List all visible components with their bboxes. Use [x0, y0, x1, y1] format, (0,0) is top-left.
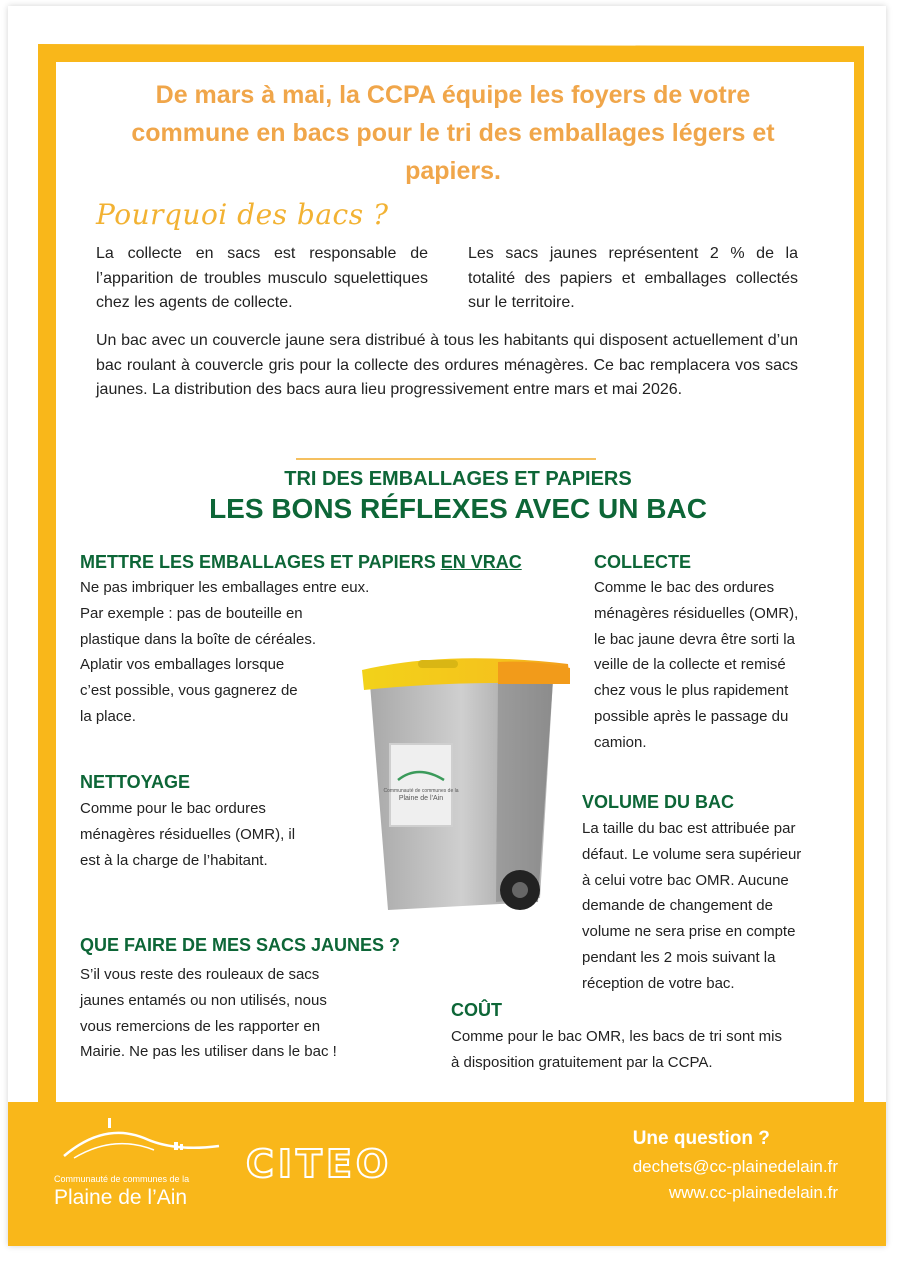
- volume-line: à celui votre bac OMR. Aucune: [582, 871, 789, 889]
- bin-label-text: Plaine de l’Ain: [398, 795, 444, 802]
- volume-body: [582, 816, 801, 997]
- bin-label-small-text: Communauté de communes de la: [383, 788, 459, 794]
- collecte-line: chez vous le plus rapidement: [594, 682, 789, 700]
- headline-line-2: commune en bacs pour le tri des emballages légers et: [131, 119, 775, 147]
- why-main-paragraph: Un bac avec un couvercle jaune sera distribué à tous les habitants qui disposent actuellement d’un bac roulant à couvercle gris pour la collecte des ordures ménagères. Ce bac remplacera vos sacs jaunes. La distribution des bacs aura lieu progressivement entre mars et mai 2026.: [96, 332, 798, 398]
- sacs-line: jaunes entamés ou non utilisés, nous: [80, 991, 327, 1009]
- plaine-de-lain-logo: [54, 1112, 234, 1212]
- vrac-title-underlined: EN VRAC: [440, 552, 522, 572]
- why-right-paragraph: Les sacs jaunes représentent 2 % de la totalité des papiers et emballages collectés sur le territoire.: [468, 245, 798, 311]
- nettoyage-title: NETTOYAGE: [80, 772, 191, 792]
- volume-line: pendant les 2 mois suivant la: [582, 948, 776, 966]
- flyer-page: [8, 6, 886, 1246]
- cout-title: COÛT: [451, 1000, 502, 1020]
- plaine-logo-wave-icon: [54, 1112, 224, 1172]
- collecte-line: le bac jaune devra être sorti la: [594, 630, 795, 648]
- bin-wheel-hub: [512, 882, 528, 898]
- headline-line-3: papiers.: [405, 157, 501, 185]
- headline-line-1: De mars à mai, la CCPA équipe les foyers de votre: [155, 81, 751, 109]
- divider: [296, 458, 596, 460]
- contact-website-link[interactable]: www.cc-plainedelain.fr: [668, 1183, 838, 1202]
- volume-line: réception de votre bac.: [582, 974, 735, 992]
- collecte-line: possible après le passage du: [594, 707, 789, 725]
- vrac-body: [80, 575, 369, 730]
- vrac-line: c’est possible, vous gagnerez de: [80, 682, 298, 700]
- collecte-line: Comme le bac des ordures: [594, 579, 775, 596]
- volume-title: VOLUME DU BAC: [582, 792, 734, 812]
- contact-email-link[interactable]: dechets@cc-plainedelain.fr: [632, 1157, 838, 1176]
- contact-question: Une question ?: [632, 1128, 770, 1149]
- collecte-line: camion.: [594, 733, 647, 751]
- collecte-line: ménagères résiduelles (OMR),: [594, 604, 799, 622]
- nettoyage-line: Comme pour le bac ordures: [80, 800, 266, 817]
- sacs-title: QUE FAIRE DE MES SACS JAUNES ?: [80, 935, 401, 955]
- contact-block: [633, 1124, 838, 1206]
- headline: [78, 76, 828, 190]
- sacs-line: vous remercions de les rapporter en: [80, 1017, 321, 1035]
- collecte-body: [594, 575, 798, 756]
- citeo-logo: CITEO: [246, 1142, 393, 1186]
- sacs-line: S’il vous reste des rouleaux de sacs: [80, 966, 320, 983]
- volume-line: La taille du bac est attribuée par: [582, 820, 796, 837]
- why-left-paragraph: La collecte en sacs est responsable de l’apparition de troubles musculo squelettiques chez les agents de collecte.: [96, 245, 428, 311]
- why-title: Pourquoi des bacs ?: [96, 198, 389, 231]
- vrac-title-text: METTRE LES EMBALLAGES ET PAPIERS: [80, 552, 441, 572]
- vrac-line: Aplatir vos emballages lorsque: [80, 656, 285, 674]
- vrac-line: plastique dans la boîte de céréales.: [80, 630, 316, 648]
- nettoyage-line: est à la charge de l’habitant.: [80, 851, 268, 869]
- volume-line: demande de changement de: [582, 897, 773, 915]
- nettoyage-line: ménagères résiduelles (OMR), il: [80, 825, 296, 843]
- bin-side-shade: [496, 680, 553, 902]
- vrac-title: [80, 552, 522, 573]
- tri-title-line-2: LES BONS RÉFLEXES AVEC UN BAC: [209, 493, 707, 524]
- nettoyage-body: [80, 796, 295, 873]
- tri-title-line-1: TRI DES EMBALLAGES ET PAPIERS: [284, 468, 632, 490]
- sacs-line: Mairie. Ne pas les utiliser dans le bac !: [80, 1043, 337, 1061]
- cout-line: Comme pour le bac OMR, les bacs de tri sont mis: [451, 1028, 782, 1045]
- volume-line: défaut. Le volume sera supérieur: [582, 845, 802, 863]
- bin-label-card: [390, 744, 452, 826]
- tri-title: [108, 466, 808, 526]
- collecte-title: COLLECTE: [594, 552, 691, 572]
- org-name: Plaine de l’Ain: [54, 1186, 188, 1209]
- org-small-text: Communauté de communes de la: [54, 1174, 190, 1184]
- vrac-line: la place.: [80, 707, 136, 725]
- yellow-lid-bin-illustration: [348, 640, 578, 930]
- volume-line: volume ne sera prise en compte: [582, 923, 796, 941]
- bin-lid-slot: [418, 660, 458, 668]
- vrac-line: Par exemple : pas de bouteille en: [80, 604, 303, 622]
- collecte-line: veille de la collecte et remisé: [594, 656, 786, 674]
- cout-line: à disposition gratuitement par la CCPA.: [451, 1053, 713, 1071]
- cout-body: [451, 1024, 782, 1076]
- vrac-line: Ne pas imbriquer les emballages entre eux.: [80, 579, 370, 596]
- sacs-body: [80, 962, 337, 1065]
